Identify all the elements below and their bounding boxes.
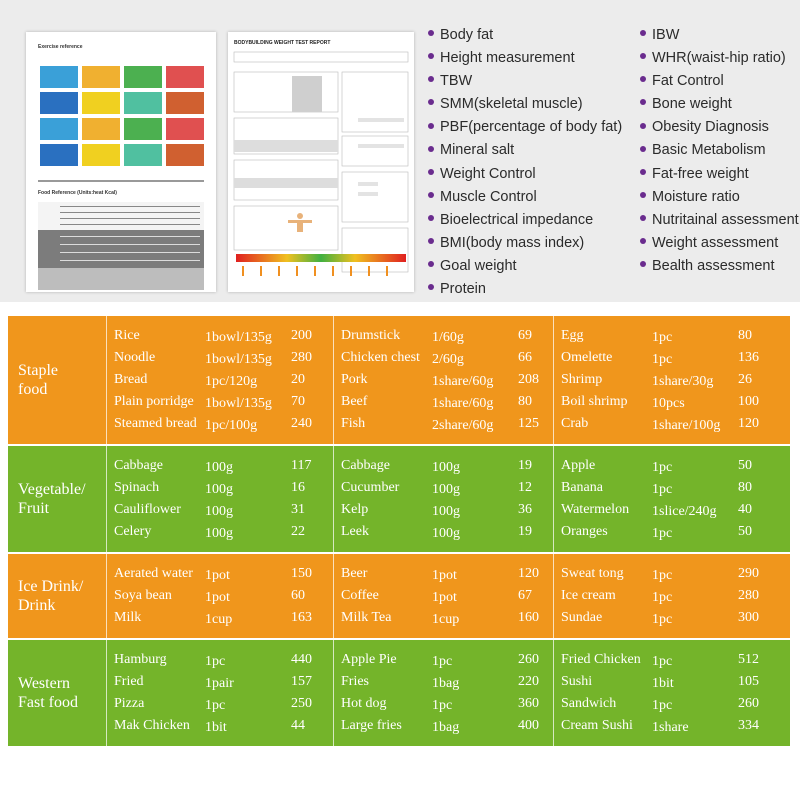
exercise-thumbnail <box>40 92 78 114</box>
food-quantity: 100g <box>432 460 460 475</box>
feature-label: Weight assessment <box>652 234 779 251</box>
food-quantity: 1pair <box>205 676 234 691</box>
food-quantity: 1pc <box>432 654 453 669</box>
food-name: Omelette <box>561 350 613 365</box>
report-illustration <box>228 32 414 292</box>
food-kcal: 117 <box>291 458 312 473</box>
food-kcal: 136 <box>738 350 759 365</box>
food-kcal: 157 <box>291 674 312 689</box>
food-quantity: 1bit <box>652 676 674 691</box>
feature-label: BMI(body mass index) <box>440 234 585 251</box>
food-quantity: 1pc <box>652 482 673 497</box>
food-category-band <box>8 316 790 444</box>
food-kcal: 36 <box>518 502 532 517</box>
feature-label: TBW <box>440 73 473 90</box>
bullet-icon <box>428 53 434 59</box>
food-quantity: 1share <box>652 720 689 735</box>
exercise-thumbnail <box>82 92 120 114</box>
food-name: Cream Sushi <box>561 718 633 733</box>
exercise-thumbnail <box>82 118 120 140</box>
food-kcal: 19 <box>518 524 532 539</box>
food-name: Watermelon <box>561 502 630 517</box>
food-quantity: 1pc <box>652 568 673 583</box>
column-divider <box>553 446 554 552</box>
food-category-label <box>8 316 106 444</box>
exercise-thumbnail <box>40 66 78 88</box>
column-divider <box>553 554 554 638</box>
column-divider <box>333 640 334 746</box>
food-kcal: 260 <box>738 696 759 711</box>
food-kcal: 80 <box>518 394 532 409</box>
food-name: Large fries <box>341 718 402 733</box>
food-name: Kelp <box>341 502 369 517</box>
food-kcal: 44 <box>291 718 305 733</box>
category-line: Staple <box>18 362 58 379</box>
bullet-icon <box>640 169 646 175</box>
food-kcal: 260 <box>518 652 539 667</box>
food-name: Spinach <box>114 480 160 495</box>
bullet-icon <box>428 192 434 198</box>
bullet-icon <box>640 192 646 198</box>
exercise-thumbnail <box>40 144 78 166</box>
feature-item <box>428 93 622 116</box>
top-panel <box>0 0 800 302</box>
feature-item <box>428 47 622 70</box>
feature-label: Weight Control <box>440 165 536 182</box>
feature-label: Protein <box>440 281 486 298</box>
food-quantity: 100g <box>205 526 233 541</box>
food-name: Beer <box>341 566 368 581</box>
exercise-thumbnail <box>124 66 162 88</box>
feature-label: IBW <box>652 27 680 43</box>
food-quantity: 1pc/120g <box>205 374 258 389</box>
food-name: Shrimp <box>561 372 603 387</box>
category-line: food <box>18 381 48 398</box>
bullet-icon <box>640 146 646 152</box>
feature-item <box>428 24 622 47</box>
feature-item <box>428 278 622 301</box>
feature-item <box>428 163 622 186</box>
feature-item <box>640 209 799 232</box>
food-quantity: 1bowl/135g <box>205 330 272 345</box>
bullet-icon <box>640 76 646 82</box>
food-kcal: 50 <box>738 524 752 539</box>
category-line: Ice Drink/ <box>18 578 84 595</box>
food-name: Oranges <box>561 524 608 539</box>
food-quantity: 1pc <box>205 654 226 669</box>
food-kcal: 40 <box>738 502 752 517</box>
food-quantity: 1pc <box>205 698 226 713</box>
food-name: Chicken chest <box>341 350 420 365</box>
food-category-label <box>8 640 106 746</box>
food-quantity: 1pc <box>652 612 673 627</box>
food-name: Celery <box>114 524 152 539</box>
food-kcal: 50 <box>738 458 752 473</box>
exercise-thumbnail <box>166 66 204 88</box>
category-line: Drink <box>18 597 56 614</box>
feature-item <box>428 209 622 232</box>
food-name: Sushi <box>561 674 593 689</box>
food-quantity: 1pc <box>652 526 673 541</box>
food-quantity: 1bag <box>432 720 460 735</box>
column-divider <box>106 446 107 552</box>
food-quantity: 100g <box>205 504 233 519</box>
food-category-band <box>8 640 790 746</box>
food-quantity: 1pc <box>652 698 673 713</box>
food-kcal: 160 <box>518 610 539 625</box>
food-category-label <box>8 446 106 552</box>
food-kcal: 400 <box>518 718 539 733</box>
exercise-thumbnail <box>124 118 162 140</box>
sheet-heading-exercise: Exercise reference <box>38 44 83 50</box>
feature-label: Goal weight <box>440 257 517 274</box>
exercise-thumbnail <box>124 92 162 114</box>
bullet-icon <box>428 146 434 152</box>
column-divider <box>333 446 334 552</box>
food-kcal: 80 <box>738 328 752 343</box>
feature-label: Height measurement <box>440 50 575 67</box>
bullet-icon <box>428 99 434 105</box>
food-kcal: 360 <box>518 696 539 711</box>
food-quantity: 1cup <box>205 612 233 627</box>
food-name: Hot dog <box>341 696 387 711</box>
category-line: Western <box>18 675 71 692</box>
food-name: Noodle <box>114 350 156 365</box>
food-quantity: 1share/60g <box>432 396 494 411</box>
feature-item <box>640 255 799 278</box>
feature-item <box>640 163 799 186</box>
food-kcal: 334 <box>738 718 759 733</box>
food-name: Milk Tea <box>341 610 392 625</box>
bullet-icon <box>428 123 434 129</box>
category-line: Fruit <box>18 500 50 517</box>
food-name: Hamburg <box>114 652 167 667</box>
food-quantity: 1bowl/135g <box>205 396 272 411</box>
food-kcal: 22 <box>291 524 305 539</box>
feature-label: Body fat <box>440 27 494 43</box>
food-name: Bread <box>114 372 148 387</box>
food-kcal: 66 <box>518 350 532 365</box>
bullet-icon <box>640 53 646 59</box>
feature-list-left <box>428 24 622 301</box>
report-title: BODYBUILDING WEIGHT TEST REPORT <box>234 40 331 46</box>
food-quantity: 1pc <box>652 330 673 345</box>
food-kcal: 120 <box>738 416 759 431</box>
feature-label: Obesity Diagnosis <box>652 119 769 136</box>
food-name: Boil shrimp <box>561 394 628 409</box>
food-name: Sundae <box>561 610 603 625</box>
food-kcal: 19 <box>518 458 532 473</box>
food-quantity: 1pc <box>652 654 673 669</box>
food-quantity: 1pot <box>432 590 457 605</box>
weight-test-report-sheet <box>228 32 414 292</box>
food-quantity: 1pot <box>432 568 457 583</box>
bullet-icon <box>640 215 646 221</box>
food-category-label <box>8 554 106 638</box>
bullet-icon <box>640 30 646 36</box>
exercise-thumbnail <box>82 66 120 88</box>
food-quantity: 1pot <box>205 590 230 605</box>
food-category-band <box>8 554 790 638</box>
bullet-icon <box>428 238 434 244</box>
exercise-thumbnail <box>166 144 204 166</box>
feature-item <box>640 93 799 116</box>
column-divider <box>333 316 334 444</box>
feature-item <box>640 116 799 139</box>
food-kcal: 70 <box>291 394 305 409</box>
food-name: Rice <box>114 328 140 343</box>
food-quantity: 2/60g <box>432 352 464 367</box>
food-kcal: 220 <box>518 674 539 689</box>
feature-label: SMM(skeletal muscle) <box>440 96 583 113</box>
food-name: Steamed bread <box>114 416 197 431</box>
category-line: Fast food <box>18 694 78 711</box>
food-name: Drumstick <box>341 328 401 343</box>
food-name: Egg <box>561 328 584 343</box>
food-quantity: 10pcs <box>652 396 685 411</box>
bullet-icon <box>640 99 646 105</box>
food-quantity: 1share/30g <box>652 374 714 389</box>
exercise-thumbnail <box>166 118 204 140</box>
feature-item <box>640 70 799 93</box>
food-quantity: 1cup <box>432 612 460 627</box>
bullet-icon <box>640 261 646 267</box>
food-kcal: 26 <box>738 372 752 387</box>
food-calorie-table <box>8 316 790 746</box>
food-name: Banana <box>561 480 603 495</box>
feature-label: Mineral salt <box>440 142 515 159</box>
food-quantity: 100g <box>432 526 460 541</box>
column-divider <box>106 640 107 746</box>
column-divider <box>106 316 107 444</box>
bullet-icon <box>640 123 646 129</box>
bullet-icon <box>428 76 434 82</box>
sheet-heading-food: Food Reference (Units:heat Kcal) <box>38 190 117 196</box>
food-name: Milk <box>114 610 142 625</box>
food-name: Crab <box>561 416 589 431</box>
feature-label: Moisture ratio <box>652 188 740 205</box>
exercise-thumbnail <box>82 144 120 166</box>
feature-label: Bone weight <box>652 96 732 113</box>
feature-item <box>428 116 622 139</box>
feature-item <box>640 47 799 70</box>
food-kcal: 300 <box>738 610 759 625</box>
food-quantity: 1share/100g <box>652 418 721 433</box>
food-name: Cucumber <box>341 480 400 495</box>
food-name: Beef <box>341 394 368 409</box>
food-name: Cabbage <box>341 458 390 473</box>
food-name: Ice cream <box>561 588 616 603</box>
sheet-illustration <box>26 32 216 292</box>
food-kcal: 440 <box>291 652 312 667</box>
feature-item <box>428 139 622 162</box>
feature-label: Fat Control <box>652 73 724 90</box>
food-kcal: 69 <box>518 328 532 343</box>
feature-item <box>428 186 622 209</box>
food-kcal: 280 <box>291 350 312 365</box>
feature-label: Muscle Control <box>440 188 537 205</box>
exercise-thumbnail <box>40 118 78 140</box>
bullet-icon <box>640 238 646 244</box>
food-name: Soya bean <box>114 588 172 603</box>
food-kcal: 250 <box>291 696 312 711</box>
food-kcal: 60 <box>291 588 305 603</box>
food-name: Coffee <box>341 588 379 603</box>
food-quantity: 1pc <box>432 698 453 713</box>
feature-item <box>640 24 799 47</box>
food-name: Pizza <box>114 696 145 711</box>
feature-label: Bealth assessment <box>652 257 775 274</box>
food-name: Fried Chicken <box>561 652 641 667</box>
exercise-thumbnail <box>166 92 204 114</box>
food-kcal: 240 <box>291 416 312 431</box>
feature-item <box>640 232 799 255</box>
food-kcal: 80 <box>738 480 752 495</box>
food-quantity: 100g <box>205 460 233 475</box>
bullet-icon <box>428 261 434 267</box>
feature-label: Fat-free weight <box>652 165 749 182</box>
food-name: Fish <box>341 416 366 431</box>
bullet-icon <box>428 30 434 36</box>
food-kcal: 208 <box>518 372 539 387</box>
feature-label: Bioelectrical impedance <box>440 211 594 228</box>
food-kcal: 20 <box>291 372 305 387</box>
feature-label: Nutritainal assessment <box>652 211 799 228</box>
feature-item <box>428 232 622 255</box>
food-kcal: 280 <box>738 588 759 603</box>
feature-list-right <box>640 24 799 278</box>
food-name: Sandwich <box>561 696 617 711</box>
food-quantity: 1share/60g <box>432 374 494 389</box>
bullet-icon <box>428 284 434 290</box>
food-kcal: 16 <box>291 480 305 495</box>
food-kcal: 67 <box>518 588 532 603</box>
food-quantity: 1bit <box>205 720 227 735</box>
exercise-food-reference-sheet <box>26 32 216 292</box>
bullet-icon <box>428 169 434 175</box>
food-quantity: 100g <box>432 504 460 519</box>
food-quantity: 1/60g <box>432 330 464 345</box>
feature-item <box>640 186 799 209</box>
food-name: Cabbage <box>114 458 163 473</box>
food-kcal: 12 <box>518 480 532 495</box>
column-divider <box>553 316 554 444</box>
food-name: Sweat tong <box>561 566 624 581</box>
food-name: Apple <box>561 458 596 473</box>
food-quantity: 1pc <box>652 460 673 475</box>
food-name: Mak Chicken <box>114 718 190 733</box>
food-quantity: 1pot <box>205 568 230 583</box>
food-quantity: 100g <box>205 482 233 497</box>
feature-label: PBF(percentage of body fat) <box>440 119 623 136</box>
food-name: Aerated water <box>114 566 193 581</box>
food-kcal: 105 <box>738 674 759 689</box>
food-kcal: 150 <box>291 566 312 581</box>
food-name: Cauliflower <box>114 502 181 517</box>
food-name: Fried <box>114 674 144 689</box>
bullet-icon <box>428 215 434 221</box>
food-kcal: 31 <box>291 502 305 517</box>
food-name: Leek <box>341 524 369 539</box>
food-quantity: 100g <box>432 482 460 497</box>
food-kcal: 100 <box>738 394 759 409</box>
food-kcal: 120 <box>518 566 539 581</box>
food-kcal: 125 <box>518 416 539 431</box>
food-kcal: 163 <box>291 610 312 625</box>
feature-item <box>428 255 622 278</box>
column-divider <box>106 554 107 638</box>
column-divider <box>333 554 334 638</box>
food-quantity: 1bag <box>432 676 460 691</box>
feature-item <box>428 70 622 93</box>
food-quantity: 1bowl/135g <box>205 352 272 367</box>
food-kcal: 200 <box>291 328 312 343</box>
column-divider <box>553 640 554 746</box>
feature-label: Basic Metabolism <box>652 142 766 159</box>
food-quantity: 1pc <box>652 352 673 367</box>
food-kcal: 290 <box>738 566 759 581</box>
food-name: Plain porridge <box>114 394 194 409</box>
food-category-band <box>8 446 790 552</box>
food-quantity: 1pc <box>652 590 673 605</box>
food-name: Apple Pie <box>341 652 397 667</box>
food-name: Pork <box>341 372 368 387</box>
food-name: Fries <box>341 674 369 689</box>
food-quantity: 1pc/100g <box>205 418 258 433</box>
food-quantity: 1slice/240g <box>652 504 717 519</box>
exercise-thumbnail <box>124 144 162 166</box>
feature-label: WHR(waist-hip ratio) <box>652 50 786 67</box>
feature-item <box>640 139 799 162</box>
food-kcal: 512 <box>738 652 759 667</box>
food-quantity: 2share/60g <box>432 418 494 433</box>
category-line: Vegetable/ <box>18 481 86 498</box>
